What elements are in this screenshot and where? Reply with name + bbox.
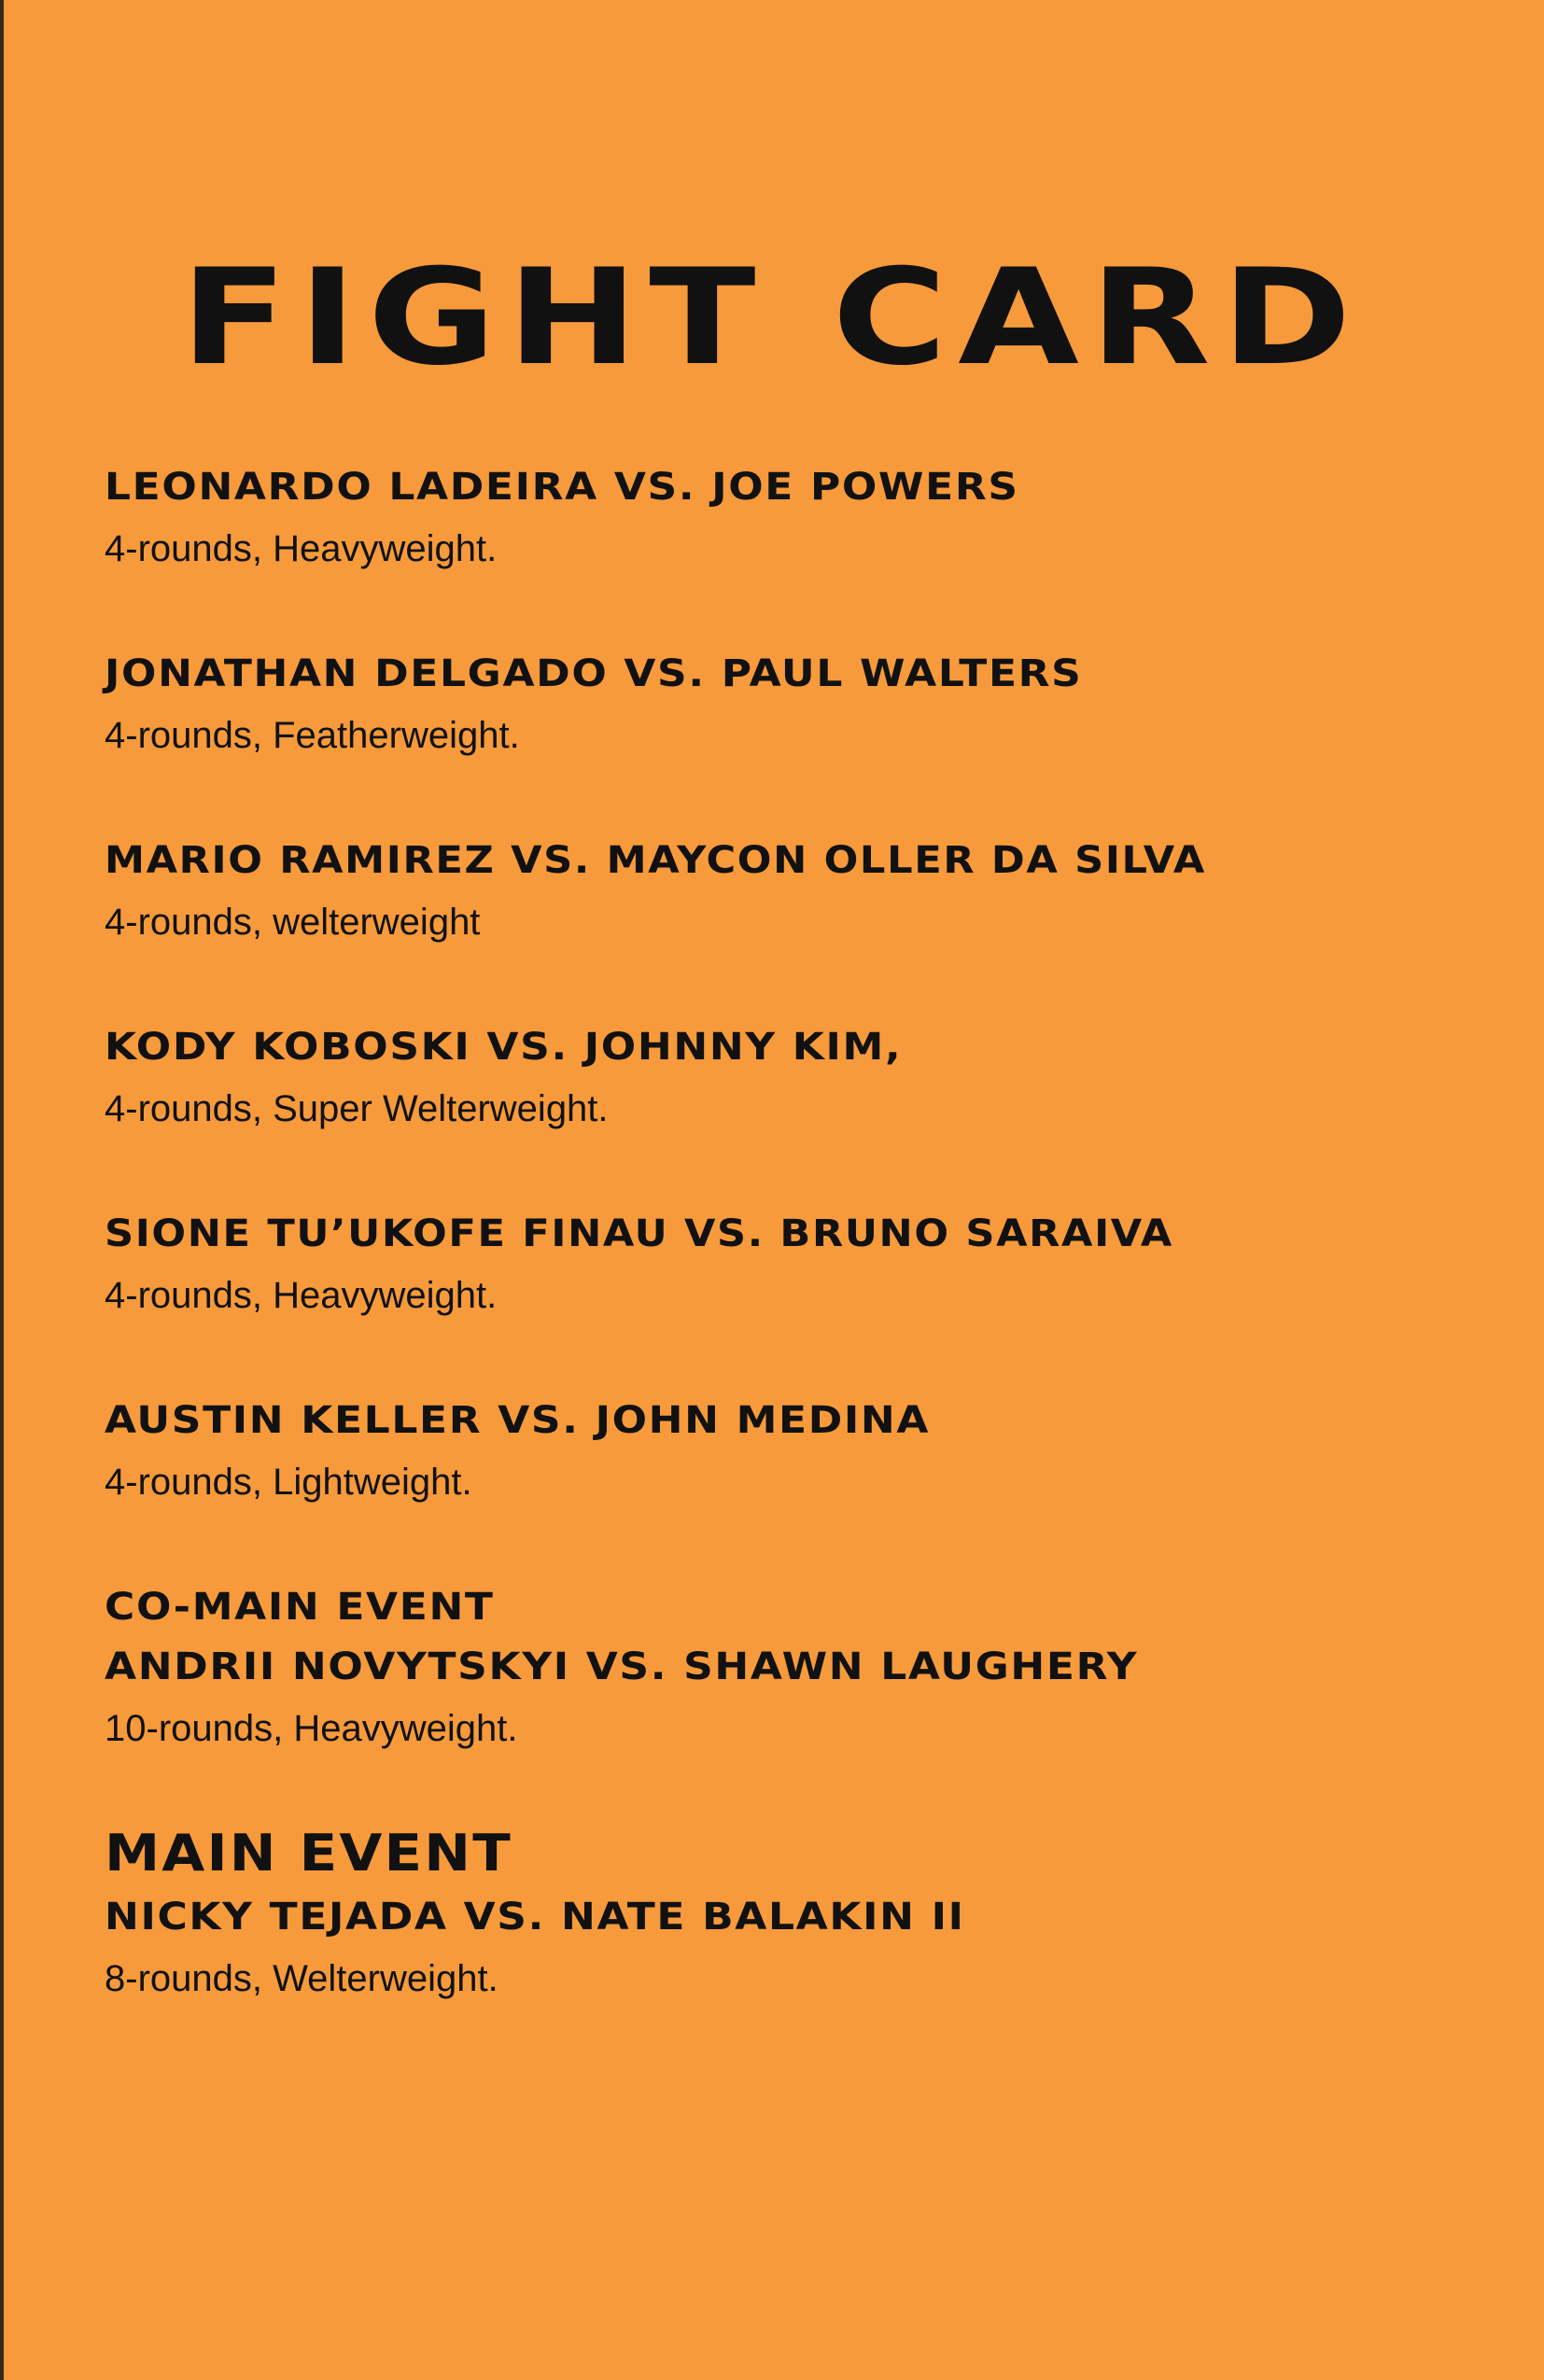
bout-fighters: AUSTIN KELLER VS. JOHN MEDINA xyxy=(105,1399,931,1442)
bout-details: 8-rounds, Welterweight. xyxy=(105,1958,498,1999)
bout-fighters: LEONARDO LADEIRA VS. JOE POWERS xyxy=(105,466,1019,509)
bout-details: 4-rounds, Heavyweight. xyxy=(105,1275,498,1316)
bout-details: 4-rounds, Featherweight. xyxy=(105,715,520,756)
bout-details: 10-rounds, Heavyweight. xyxy=(105,1708,518,1749)
co-main-event-label: CO-MAIN EVENT xyxy=(105,1586,495,1629)
bout-details: 4-rounds, Super Welterweight. xyxy=(105,1088,609,1129)
bout-fighters: MARIO RAMIREZ VS. MAYCON OLLER DA SILVA xyxy=(105,839,1206,882)
bout-fighters: ANDRII NOVYTSKYI VS. SHAWN LAUGHERY xyxy=(105,1645,1139,1688)
bout-details: 4-rounds, Lightweight. xyxy=(105,1462,472,1503)
bout-fighters: SIONE TU’UKOFE FINAU VS. BRUNO SARAIVA xyxy=(105,1212,1173,1255)
bout-details: 4-rounds, welterweight xyxy=(105,902,481,943)
bout-6 xyxy=(105,1391,1533,1514)
main-event-label: MAIN EVENT xyxy=(105,1824,512,1883)
bout-3 xyxy=(105,831,1533,954)
page-title: FIGHT CARD xyxy=(180,241,1363,396)
bout-1 xyxy=(105,457,1533,581)
bout-2 xyxy=(105,644,1533,767)
main-event xyxy=(105,1820,1533,2010)
bout-fighters: NICKY TEJADA VS. NATE BALAKIN II xyxy=(105,1896,965,1939)
co-main-event xyxy=(105,1577,1533,1760)
bout-fighters: JONATHAN DELGADO VS. PAUL WALTERS xyxy=(105,652,1083,695)
bout-details: 4-rounds, Heavyweight. xyxy=(105,528,498,569)
bout-5 xyxy=(105,1204,1533,1327)
bout-4 xyxy=(105,1017,1533,1141)
bout-fighters: KODY KOBOSKI VS. JOHNNY KIM, xyxy=(105,1026,903,1069)
